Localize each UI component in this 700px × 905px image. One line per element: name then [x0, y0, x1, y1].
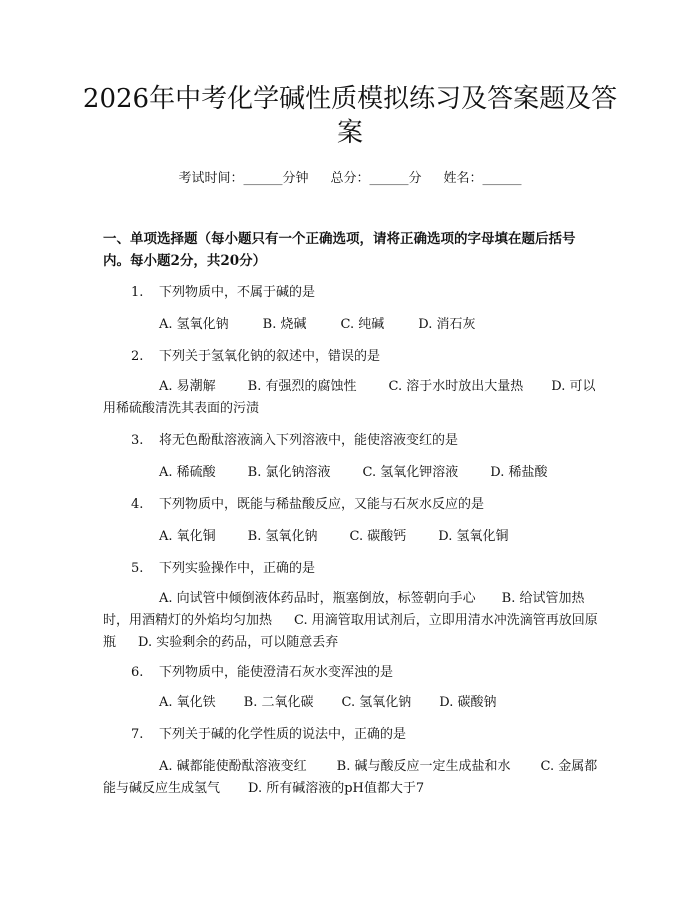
question-stem: [103, 724, 600, 746]
option: C. 用滴管取用试剂后，立即用清水冲洗滴管再放回原瓶: [103, 613, 598, 650]
option: A. 稀硫酸: [159, 465, 216, 480]
question-text: 下列实验操作中，正确的是: [159, 561, 316, 576]
question-stem: [103, 494, 600, 516]
option: C. 氢氧化钾溶液: [362, 465, 459, 480]
question-options: [103, 588, 600, 654]
question-options: [103, 376, 600, 420]
option: A. 氢氧化钠: [159, 317, 229, 332]
question-number: 5.: [131, 561, 144, 576]
exam-info: [0, 170, 700, 188]
question-stem: [103, 346, 600, 368]
question-text: 下列关于氢氧化钠的叙述中，错误的是: [159, 349, 381, 364]
question-options: [103, 462, 600, 484]
option: B. 碱与酸反应一定生成盐和水: [336, 759, 511, 774]
exam-time-label: 考试时间：______分钟: [178, 171, 309, 186]
question-options: [103, 692, 600, 714]
question-number: 4.: [131, 497, 144, 512]
question-text: 下列物质中，能使澄清石灰水变浑浊的是: [159, 665, 394, 680]
question-text: 下列关于碱的化学性质的说法中，正确的是: [159, 727, 407, 742]
option: D. 碳酸钠: [439, 695, 497, 710]
option: B. 烧碱: [262, 317, 307, 332]
option: B. 二氧化碳: [243, 695, 314, 710]
question-options: [103, 314, 600, 336]
option: B. 氢氧化钠: [247, 529, 318, 544]
option: A. 碱都能使酚酞溶液变红: [159, 759, 307, 774]
option: A. 向试管中倾倒液体药品时，瓶塞倒放，标签朝向手心: [159, 591, 476, 606]
total-score-label: 总分：______分: [330, 171, 422, 186]
option: B. 有强烈的腐蚀性: [247, 379, 357, 394]
option: D. 氢氧化铜: [438, 529, 509, 544]
option: C. 纯碱: [340, 317, 385, 332]
question-text: 将无色酚酞溶液滴入下列溶液中，能使溶液变红的是: [159, 433, 459, 448]
option: B. 给试管加热时，用酒精灯的外焰均匀加热: [103, 591, 585, 628]
option: A. 易潮解: [159, 379, 216, 394]
question-number: 3.: [131, 433, 144, 448]
option: C. 氢氧化钠: [341, 695, 412, 710]
question-options: [103, 526, 600, 548]
option: C. 碳酸钙: [349, 529, 407, 544]
option: A. 氧化铁: [159, 695, 216, 710]
question-stem: [103, 558, 600, 580]
question-text: 下列物质中，不属于碱的是: [159, 285, 316, 300]
question-stem: [103, 282, 600, 304]
question-stem: [103, 662, 600, 684]
document-title: 2026年中考化学碱性质模拟练习及答案题及答案: [82, 84, 618, 148]
section-heading: 一、单项选择题（每小题只有一个正确选项，请将正确选项的字母填在题后括号内。每小题2分，共20分）: [103, 231, 576, 269]
option: D. 实验剩余的药品，可以随意丢弃: [138, 635, 339, 650]
question-options: [103, 756, 600, 800]
student-name-label: 姓名：______: [443, 171, 522, 186]
option: C. 金属都能与碱反应生成氢气: [103, 759, 598, 796]
option: B. 氯化钠溶液: [247, 465, 331, 480]
option: D. 稀盐酸: [490, 465, 548, 480]
option: A. 氧化铜: [159, 529, 216, 544]
question-stem: [103, 430, 600, 452]
option: D. 可以用稀硫酸清洗其表面的污渍: [103, 379, 596, 416]
question-text: 下列物质中，既能与稀盐酸反应，又能与石灰水反应的是: [159, 497, 485, 512]
question-number: 6.: [131, 665, 144, 680]
question-number: 7.: [131, 727, 144, 742]
option: C. 溶于水时放出大量热: [388, 379, 524, 394]
question-number: 2.: [131, 349, 144, 364]
option: D. 消石灰: [418, 317, 476, 332]
option: D. 所有碱溶液的pH值都大于7: [248, 781, 425, 796]
question-number: 1.: [131, 285, 144, 300]
